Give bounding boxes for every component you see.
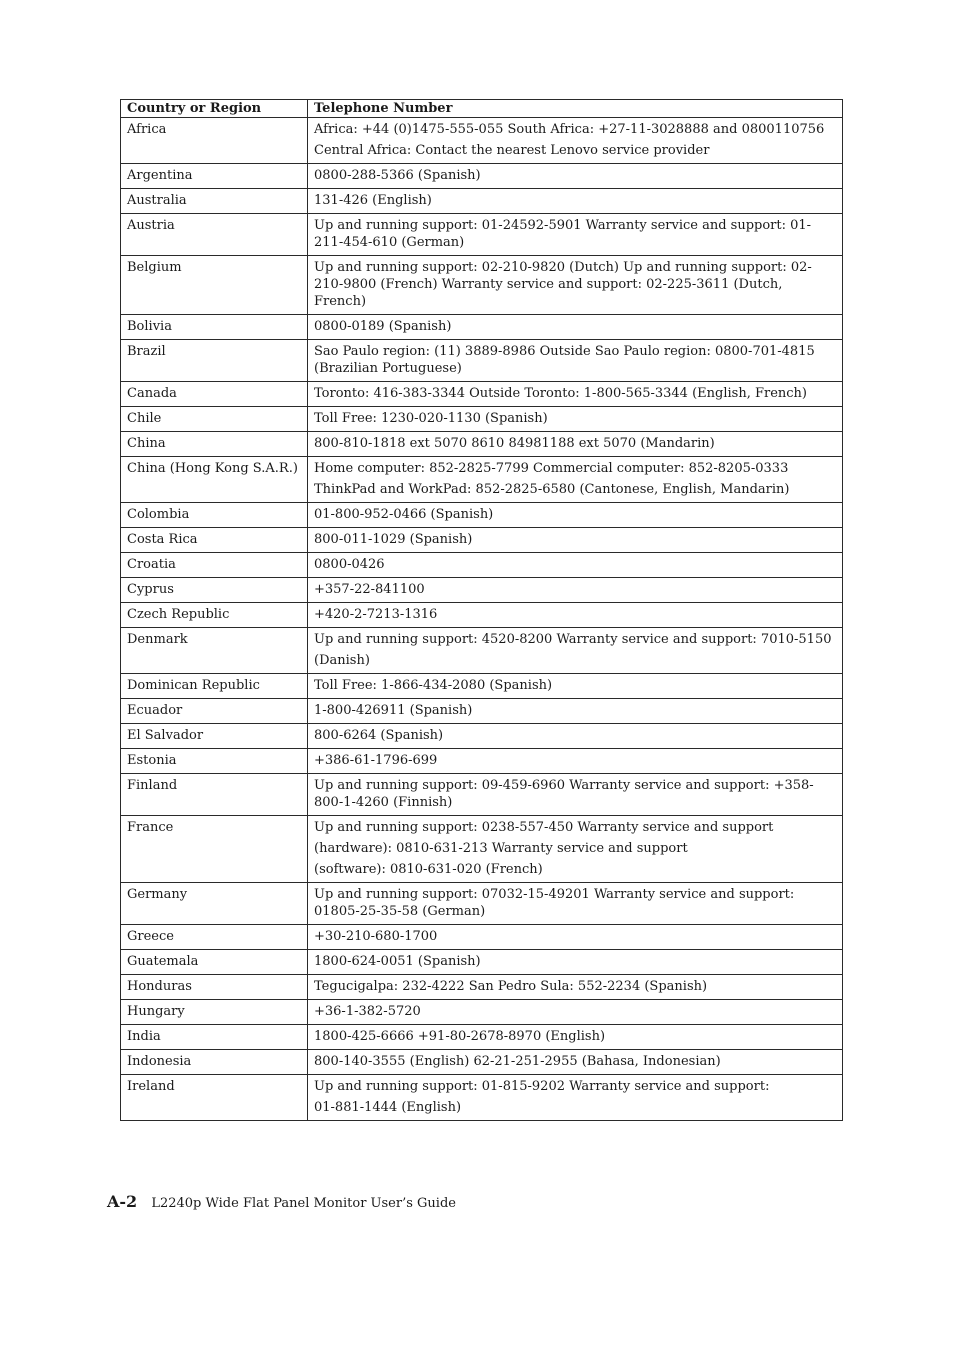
country-cell: El Salvador xyxy=(121,724,308,749)
table-row xyxy=(121,382,843,407)
table-row xyxy=(121,699,843,724)
phone-line: 800-011-1029 (Spanish) xyxy=(314,532,473,547)
telephone-table xyxy=(120,99,843,1121)
country-cell: Chile xyxy=(121,407,308,432)
phone-cell xyxy=(308,925,843,950)
country-cell: Guatemala xyxy=(121,950,308,975)
table-row xyxy=(121,925,843,950)
country-cell: Ireland xyxy=(121,1075,308,1121)
country-cell: Argentina xyxy=(121,164,308,189)
phone-cell xyxy=(308,340,843,382)
header-telephone: Telephone Number xyxy=(308,100,843,118)
country-cell: Greece xyxy=(121,925,308,950)
phone-line: 01-881-1444 (English) xyxy=(314,1100,462,1115)
country-cell: Honduras xyxy=(121,975,308,1000)
table-row xyxy=(121,256,843,315)
table-row xyxy=(121,628,843,674)
country-cell: Ecuador xyxy=(121,699,308,724)
phone-cell xyxy=(308,950,843,975)
phone-cell xyxy=(308,315,843,340)
page-footer xyxy=(107,1192,456,1211)
country-cell: Canada xyxy=(121,382,308,407)
phone-cell xyxy=(308,1000,843,1025)
phone-line: Up and running support: 4520-8200 Warranty service and support: 7010-5150 xyxy=(314,632,832,647)
country-cell: Cyprus xyxy=(121,578,308,603)
phone-cell xyxy=(308,256,843,315)
table-row xyxy=(121,457,843,503)
country-cell: Denmark xyxy=(121,628,308,674)
table-row xyxy=(121,118,843,164)
phone-line: 1800-624-0051 (Spanish) xyxy=(314,954,481,969)
phone-line: 800-810-1818 ext 5070 8610 84981188 ext 5070 (Mandarin) xyxy=(314,436,715,451)
phone-cell xyxy=(308,457,843,503)
phone-line: Up and running support: 01-24592-5901 Warranty service and support: 01-211-454-610 (German) xyxy=(314,218,812,250)
phone-line: Up and running support: 01-815-9202 Warranty service and support: xyxy=(314,1079,770,1094)
table-row xyxy=(121,189,843,214)
phone-cell xyxy=(308,189,843,214)
phone-cell xyxy=(308,674,843,699)
country-cell: India xyxy=(121,1025,308,1050)
phone-line: Up and running support: 09-459-6960 Warranty service and support: +358-800-1-4260 (Finnish) xyxy=(314,778,814,810)
phone-cell xyxy=(308,553,843,578)
phone-line: 131-426 (English) xyxy=(314,193,432,208)
phone-cell xyxy=(308,528,843,553)
phone-line: Toll Free: 1230-020-1130 (Spanish) xyxy=(314,411,548,426)
phone-cell xyxy=(308,774,843,816)
table-row xyxy=(121,164,843,189)
phone-cell xyxy=(308,816,843,883)
phone-cell xyxy=(308,628,843,674)
table-row xyxy=(121,1050,843,1075)
phone-line: +30-210-680-1700 xyxy=(314,929,438,944)
table-row xyxy=(121,407,843,432)
phone-cell xyxy=(308,118,843,164)
country-cell: Belgium xyxy=(121,256,308,315)
country-cell: China (Hong Kong S.A.R.) xyxy=(121,457,308,503)
country-cell: Hungary xyxy=(121,1000,308,1025)
phone-line: Africa: +44 (0)1475-555-055 South Africa: +27-11-3028888 and 0800110756 xyxy=(314,122,825,137)
phone-line: Home computer: 852-2825-7799 Commercial computer: 852-8205-0333 xyxy=(314,461,789,476)
country-cell: Brazil xyxy=(121,340,308,382)
table-row xyxy=(121,1000,843,1025)
phone-cell xyxy=(308,407,843,432)
phone-line: 01-800-952-0466 (Spanish) xyxy=(314,507,494,522)
country-cell: Germany xyxy=(121,883,308,925)
phone-line: 1800-425-6666 +91-80-2678-8970 (English) xyxy=(314,1029,606,1044)
phone-line: +357-22-841100 xyxy=(314,582,425,597)
table-row xyxy=(121,1025,843,1050)
table-header-row xyxy=(121,100,843,118)
country-cell: Czech Republic xyxy=(121,603,308,628)
country-cell: Australia xyxy=(121,189,308,214)
phone-line: +36-1-382-5720 xyxy=(314,1004,421,1019)
table-row xyxy=(121,214,843,256)
country-cell: France xyxy=(121,816,308,883)
phone-cell xyxy=(308,432,843,457)
phone-cell xyxy=(308,214,843,256)
phone-line: Up and running support: 0238-557-450 Warranty service and support xyxy=(314,820,774,835)
phone-line: Up and running support: 07032-15-49201 Warranty service and support: 01805-25-35-58 (German) xyxy=(314,887,795,919)
country-cell: Austria xyxy=(121,214,308,256)
table-row xyxy=(121,603,843,628)
table-row xyxy=(121,774,843,816)
table-row xyxy=(121,749,843,774)
phone-line: +386-61-1796-699 xyxy=(314,753,438,768)
country-cell: Costa Rica xyxy=(121,528,308,553)
table-row xyxy=(121,578,843,603)
phone-line: ThinkPad and WorkPad: 852-2825-6580 (Cantonese, English, Mandarin) xyxy=(314,482,790,497)
phone-line: Toll Free: 1-866-434-2080 (Spanish) xyxy=(314,678,553,693)
table-row xyxy=(121,816,843,883)
table-row xyxy=(121,432,843,457)
country-cell: Bolivia xyxy=(121,315,308,340)
phone-cell xyxy=(308,164,843,189)
phone-line: +420-2-7213-1316 xyxy=(314,607,438,622)
table-row xyxy=(121,1075,843,1121)
phone-line: 0800-288-5366 (Spanish) xyxy=(314,168,481,183)
phone-line: 0800-0189 (Spanish) xyxy=(314,319,452,334)
country-cell: Estonia xyxy=(121,749,308,774)
phone-line: (hardware): 0810-631-213 Warranty service and support xyxy=(314,841,688,856)
phone-cell xyxy=(308,1050,843,1075)
phone-line: Central Africa: Contact the nearest Lenovo service provider xyxy=(314,143,710,158)
phone-line: Tegucigalpa: 232-4222 San Pedro Sula: 552-2234 (Spanish) xyxy=(314,979,708,994)
table-row xyxy=(121,503,843,528)
phone-line: Sao Paulo region: (11) 3889-8986 Outside Sao Paulo region: 0800-701-4815 (Brazilian Portuguese) xyxy=(314,344,815,376)
phone-cell xyxy=(308,699,843,724)
page-number: A-2 xyxy=(107,1192,138,1211)
country-cell: Colombia xyxy=(121,503,308,528)
country-cell: Dominican Republic xyxy=(121,674,308,699)
phone-cell xyxy=(308,603,843,628)
table-row xyxy=(121,724,843,749)
phone-line: 800-140-3555 (English) 62-21-251-2955 (Bahasa, Indonesian) xyxy=(314,1054,721,1069)
phone-cell xyxy=(308,503,843,528)
phone-line: 800-6264 (Spanish) xyxy=(314,728,444,743)
phone-cell xyxy=(308,724,843,749)
country-cell: Finland xyxy=(121,774,308,816)
country-cell: China xyxy=(121,432,308,457)
phone-line: (software): 0810-631-020 (French) xyxy=(314,862,543,877)
country-cell: Africa xyxy=(121,118,308,164)
table-row xyxy=(121,315,843,340)
country-cell: Croatia xyxy=(121,553,308,578)
phone-line: Up and running support: 02-210-9820 (Dutch) Up and running support: 02-210-9800 (French) Warranty service and support: 02-225-3611 (Dutch, French) xyxy=(314,260,812,309)
phone-line: 1-800-426911 (Spanish) xyxy=(314,703,473,718)
phone-line: 0800-0426 xyxy=(314,557,385,572)
phone-cell xyxy=(308,382,843,407)
phone-cell xyxy=(308,578,843,603)
phone-cell xyxy=(308,1075,843,1121)
table-row xyxy=(121,674,843,699)
phone-cell xyxy=(308,749,843,774)
phone-cell xyxy=(308,975,843,1000)
country-cell: Indonesia xyxy=(121,1050,308,1075)
phone-line: (Danish) xyxy=(314,653,370,668)
table-body xyxy=(121,118,843,1121)
header-country: Country or Region xyxy=(121,100,308,118)
table-row xyxy=(121,340,843,382)
table-row xyxy=(121,950,843,975)
phone-cell xyxy=(308,1025,843,1050)
document-title: L2240p Wide Flat Panel Monitor User’s Guide xyxy=(151,1196,456,1211)
table-row xyxy=(121,528,843,553)
phone-line: Toronto: 416-383-3344 Outside Toronto: 1-800-565-3344 (English, French) xyxy=(314,386,807,401)
table-row xyxy=(121,553,843,578)
table-row xyxy=(121,975,843,1000)
table-row xyxy=(121,883,843,925)
phone-cell xyxy=(308,883,843,925)
